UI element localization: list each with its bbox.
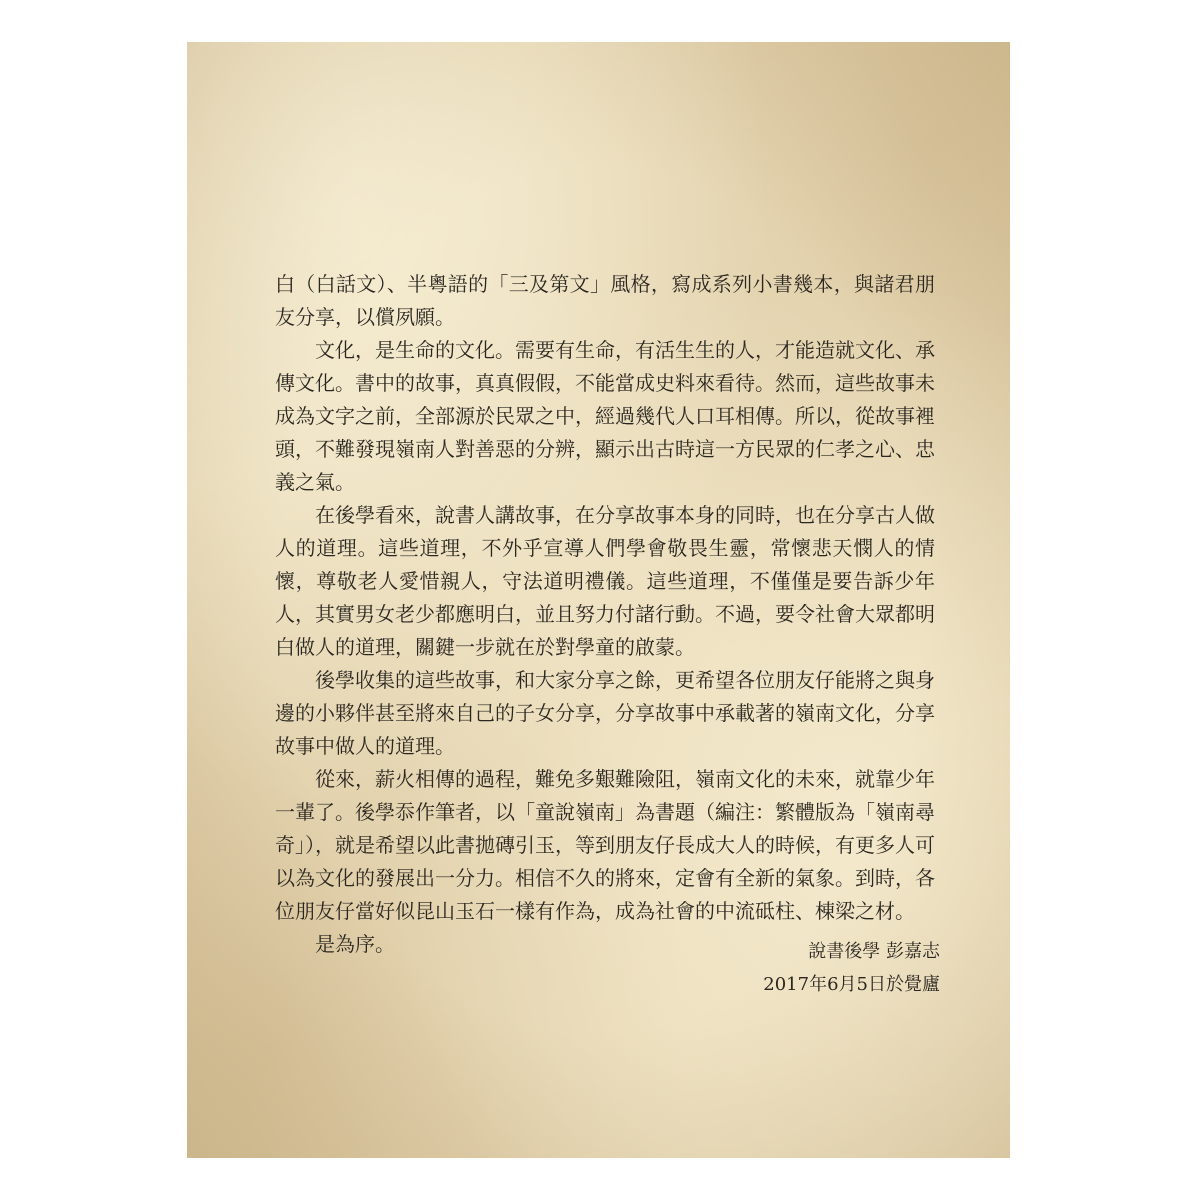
preface-body (275, 268, 935, 961)
paragraph-4: 後學收集的這些故事，和大家分享之餘，更希望各位朋友仔能將之與身邊的小夥伴甚至將來自己的子女分享，分享故事中承載著的嶺南文化，分享故事中做人的道理。 (275, 668, 935, 758)
paragraph-5: 從來，薪火相傳的過程，難免多艱難險阻，嶺南文化的未來，就靠少年一輩了。後學忝作筆者，以「童說嶺南」為書題（編注：繁體版為「嶺南尋奇」），就是希望以此書拋磚引玉，等到朋友仔長成大人的時候，有更多人可以為文化的發展出一分力。相信不久的將來，定會有全新的氣象。到時，各位朋友仔當好似昆山玉石一樣有作為，成為社會的中流砥柱、棟梁之材。 (275, 767, 935, 923)
signature-block (580, 935, 940, 1001)
parchment-page (187, 42, 1010, 1158)
paragraph-2: 文化，是生命的文化。需要有生命，有活生生的人，才能造就文化、承傳文化。書中的故事，真真假假，不能當成史料來看待。然而，這些故事未成為文字之前，全部源於民眾之中，經過幾代人口耳相傳。所以，從故事裡頭，不難發現嶺南人對善惡的分辨，顯示出古時這一方民眾的仁孝之心、忠義之氣。 (275, 338, 935, 494)
paragraph-1: 白（白話文）、半粵語的「三及第文」風格，寫成系列小書幾本，與諸君朋友分享，以償夙願。 (275, 272, 935, 329)
author-signature: 說書後學 彭嘉志 (808, 941, 940, 962)
date-place: 2017年6月5日於覺廬 (763, 974, 940, 995)
paragraph-3: 在後學看來，說書人講故事，在分享故事本身的同時，也在分享古人做人的道理。這些道理，不外乎宣導人們學會敬畏生靈，常懷悲天憫人的情懷，尊敬老人愛惜親人，守法道明禮儀。這些道理，不僅僅是要告訴少年人，其實男女老少都應明白，並且努力付諸行動。不過，要令社會大眾都明白做人的道理，關鍵一步就在於對學童的啟蒙。 (275, 503, 935, 659)
paragraph-6: 是為序。 (315, 932, 395, 956)
